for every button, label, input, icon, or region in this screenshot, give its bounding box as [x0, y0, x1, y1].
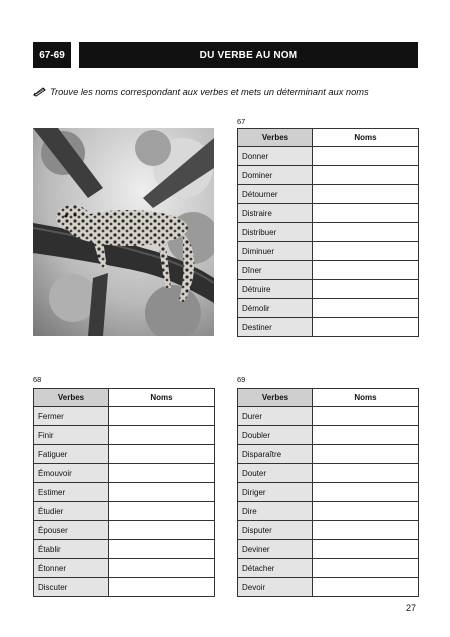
table-row — [34, 578, 215, 597]
verb-cell: Distribuer — [238, 223, 313, 242]
table-row — [34, 426, 215, 445]
verb-cell: Fatiguer — [34, 445, 109, 464]
noun-answer-cell[interactable] — [313, 483, 419, 502]
exercise-69-table — [237, 388, 419, 597]
verb-cell: Distraire — [238, 204, 313, 223]
verb-cell: Étudier — [34, 502, 109, 521]
table-row — [34, 502, 215, 521]
noun-answer-cell[interactable] — [313, 299, 419, 318]
table-row — [238, 483, 419, 502]
table-row — [238, 464, 419, 483]
noun-answer-cell[interactable] — [313, 502, 419, 521]
table-row — [34, 464, 215, 483]
verb-cell: Finir — [34, 426, 109, 445]
column-header-noms: Noms — [109, 389, 215, 407]
table-row — [34, 483, 215, 502]
verb-cell: Démolir — [238, 299, 313, 318]
table-row — [34, 521, 215, 540]
leopard-illustration — [33, 128, 214, 336]
table-row — [238, 204, 419, 223]
verb-cell: Dominer — [238, 166, 313, 185]
verb-cell: Devoir — [238, 578, 313, 597]
table-row — [238, 445, 419, 464]
table-row — [34, 407, 215, 426]
verb-cell: Diriger — [238, 483, 313, 502]
noun-answer-cell[interactable] — [109, 578, 215, 597]
exercise-68-number: 68 — [33, 375, 42, 384]
verb-cell: Détacher — [238, 559, 313, 578]
table-row — [238, 502, 419, 521]
noun-answer-cell[interactable] — [109, 559, 215, 578]
table-row — [238, 147, 419, 166]
noun-answer-cell[interactable] — [313, 318, 419, 337]
noun-answer-cell[interactable] — [313, 540, 419, 559]
exercise-69-number: 69 — [237, 375, 246, 384]
noun-answer-cell[interactable] — [313, 426, 419, 445]
verb-cell: Étonner — [34, 559, 109, 578]
noun-answer-cell[interactable] — [313, 261, 419, 280]
verb-cell: Doubler — [238, 426, 313, 445]
noun-answer-cell[interactable] — [109, 502, 215, 521]
noun-answer-cell[interactable] — [109, 426, 215, 445]
page-number: 27 — [406, 603, 417, 613]
column-header-noms: Noms — [313, 389, 419, 407]
noun-answer-cell[interactable] — [109, 407, 215, 426]
noun-answer-cell[interactable] — [109, 521, 215, 540]
verb-cell: Établir — [34, 540, 109, 559]
verb-cell: Durer — [238, 407, 313, 426]
column-header-noms: Noms — [313, 129, 419, 147]
verb-cell: Disputer — [238, 521, 313, 540]
noun-answer-cell[interactable] — [313, 242, 419, 261]
noun-answer-cell[interactable] — [313, 445, 419, 464]
table-row — [34, 540, 215, 559]
verb-cell: Dire — [238, 502, 313, 521]
column-header-verbes: Verbes — [34, 389, 109, 407]
verb-cell: Épouser — [34, 521, 109, 540]
verb-cell: Donner — [238, 147, 313, 166]
verb-cell: Diminuer — [238, 242, 313, 261]
noun-answer-cell[interactable] — [313, 223, 419, 242]
column-header-verbes: Verbes — [238, 129, 313, 147]
exercise-67-number: 67 — [237, 117, 246, 126]
noun-answer-cell[interactable] — [313, 559, 419, 578]
noun-answer-cell[interactable] — [313, 280, 419, 299]
table-row — [238, 407, 419, 426]
table-row — [238, 521, 419, 540]
verb-cell: Deviner — [238, 540, 313, 559]
verb-cell: Dîner — [238, 261, 313, 280]
table-row — [238, 261, 419, 280]
verb-cell: Émouvoir — [34, 464, 109, 483]
verb-cell: Estimer — [34, 483, 109, 502]
verb-cell: Disparaître — [238, 445, 313, 464]
exercise-range-label: 67-69 — [33, 42, 71, 68]
verb-cell: Douter — [238, 464, 313, 483]
verb-cell: Détruire — [238, 280, 313, 299]
noun-answer-cell[interactable] — [313, 204, 419, 223]
exercise-67-table — [237, 128, 419, 337]
table-row — [34, 559, 215, 578]
verb-cell: Détourner — [238, 185, 313, 204]
instruction-text: Trouve les noms correspondant aux verbes et mets un déterminant aux noms — [50, 87, 369, 97]
verb-cell: Discuter — [34, 578, 109, 597]
table-row — [238, 223, 419, 242]
noun-answer-cell[interactable] — [313, 407, 419, 426]
noun-answer-cell[interactable] — [313, 166, 419, 185]
table-row — [238, 426, 419, 445]
table-row — [238, 299, 419, 318]
table-row — [238, 540, 419, 559]
table-row — [238, 185, 419, 204]
verb-cell: Fermer — [34, 407, 109, 426]
noun-answer-cell[interactable] — [313, 147, 419, 166]
noun-answer-cell[interactable] — [109, 483, 215, 502]
noun-answer-cell[interactable] — [313, 464, 419, 483]
verb-cell: Destiner — [238, 318, 313, 337]
noun-answer-cell[interactable] — [313, 185, 419, 204]
exercise-68-table — [33, 388, 215, 597]
table-row — [34, 445, 215, 464]
noun-answer-cell[interactable] — [109, 464, 215, 483]
instruction — [33, 87, 423, 97]
table-row — [238, 280, 419, 299]
table-row — [238, 559, 419, 578]
table-row — [238, 166, 419, 185]
table-row — [238, 318, 419, 337]
column-header-verbes: Verbes — [238, 389, 313, 407]
noun-answer-cell[interactable] — [313, 578, 419, 597]
noun-answer-cell[interactable] — [313, 521, 419, 540]
pencil-icon — [33, 87, 47, 97]
leopard-photo — [33, 128, 214, 336]
table-row — [238, 242, 419, 261]
page-title: DU VERBE AU NOM — [79, 42, 418, 68]
table-row — [238, 578, 419, 597]
noun-answer-cell[interactable] — [109, 540, 215, 559]
noun-answer-cell[interactable] — [109, 445, 215, 464]
